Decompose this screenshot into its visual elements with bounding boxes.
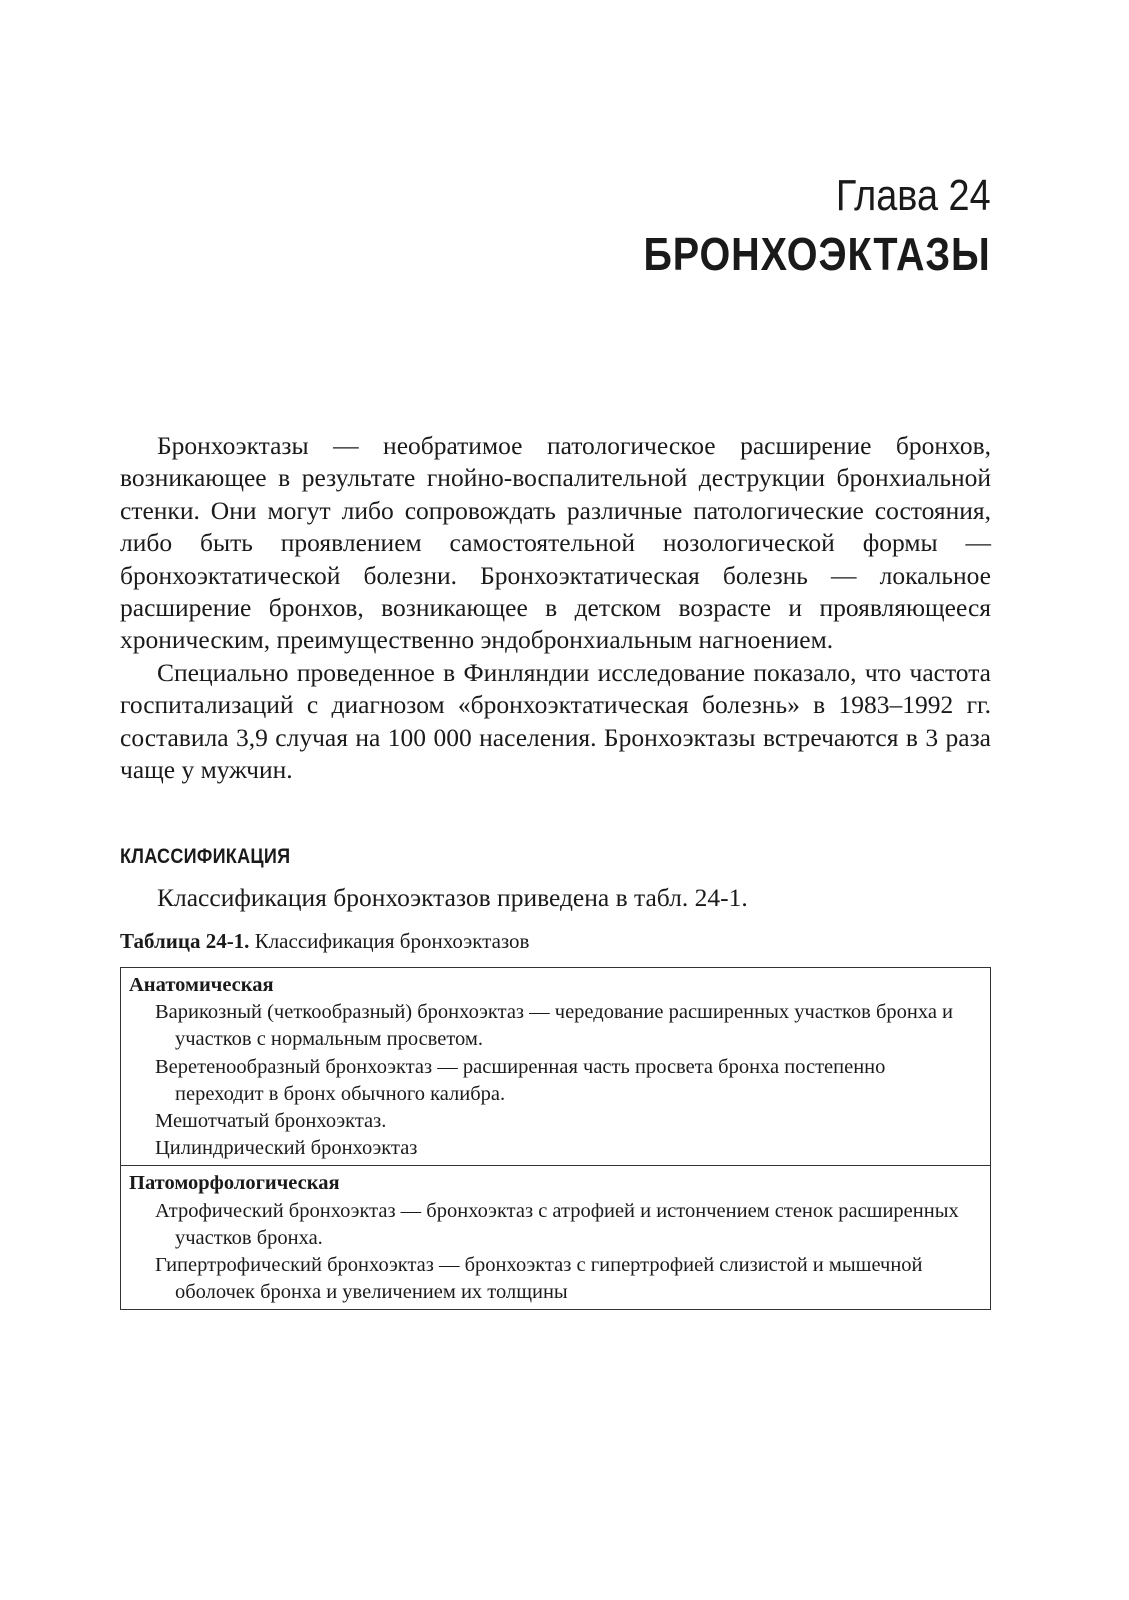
table-caption (120, 926, 529, 956)
table-item: Гипертрофический бронхоэктаз — бронхоэктаз с гипертрофией слизистой и мышечной оболочек бронха и увеличением их толщины (155, 1254, 923, 1304)
section-heading: КЛАССИФИКАЦИЯ (120, 845, 291, 868)
table-item: Цилиндрический бронхоэктаз (155, 1137, 418, 1160)
table-item: Мешотчатый бронхоэктаз. (155, 1110, 387, 1133)
table-caption-number: Таблица 24-1. (120, 929, 250, 953)
document-page (120, 0, 991, 1600)
chapter-number: Глава 24 (836, 171, 991, 220)
chapter-header (587, 168, 991, 284)
table-section-title: Патоморфологическая (129, 1172, 340, 1195)
intro-paragraph: Специально проведенное в Финляндии исследование показало, что частота госпитализаций с диагнозом «бронхоэктатическая болезнь» в 1983–1992 гг. составила 3,9 случая на 100 000 населения. Бронхоэктазы встречаются в 3 раза чаще у мужчин. (120, 657, 991, 785)
table-item: Атрофический бронхоэктаз — бронхоэктаз с атрофией и истончением стенок расширенных участков бронха. (155, 1199, 959, 1249)
intro-paragraph: Бронхоэктазы — необратимое патологическое расширение бронхов, возникающее в результате гнойно-воспалительной деструкции бронхиальной стенки. Они могут либо сопровождать различные патологические состояния, либо быть проявлением самостоятельной нозологической формы — бронхоэктатической болезни. Бронхоэктатическая болезнь — локальное расширение бронхов, возникающее в детском возрасте и проявляющееся хроническим, преимущественно эндобронхиальным нагноением. (120, 431, 991, 655)
classification-table (120, 967, 991, 1310)
section-paragraph: Классификация бронхоэктазов приведена в табл. 24-1. (157, 883, 748, 912)
chapter-title: БРОНХОЭКТАЗЫ (643, 228, 991, 280)
table-caption-text: Классификация бронхоэктазов (249, 929, 530, 953)
table-section-pathomorphological (121, 1165, 990, 1309)
table-section-title: Анатомическая (129, 974, 274, 996)
table-item: Варикозный (четкообразный) бронхоэктаз — чередование расширенных участков бронха и участков с нормальным просветом. (155, 1001, 954, 1051)
intro-text (120, 430, 991, 786)
table-section-anatomical (121, 968, 990, 1165)
table-item: Веретенообразный бронхоэктаз — расширенная часть просвета бронха постепенно переходит в бронх обычного калибра. (155, 1055, 886, 1105)
